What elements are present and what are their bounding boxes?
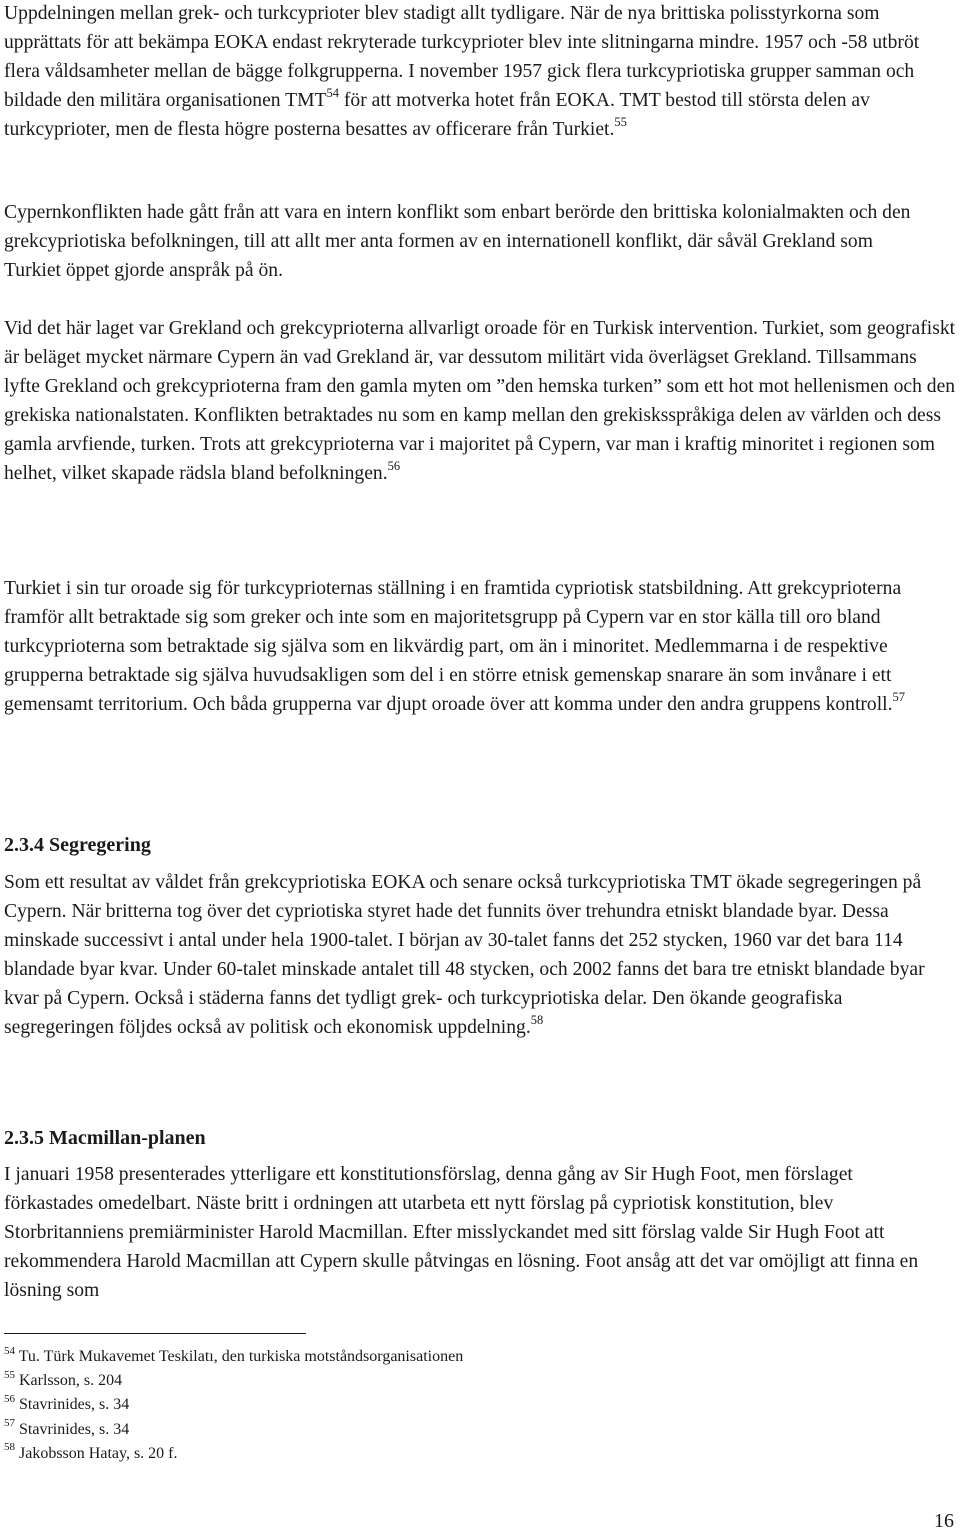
footnote-ref-58: 58 (530, 1012, 544, 1027)
footnote-text: Tu. Türk Mukavemet Teskilatı, den turkiska motståndsorganisationen (18, 1348, 464, 1365)
paragraph-macmillan: I januari 1958 presenterades ytterligare ett konstitutionsförslag, denna gång av Sir Hugh Foot, men förslaget förkastades omedelbart. Näste britt i ordningen att utarbeta ett nytt förslag på cypriotisk konstitution, blev Storbritanniens premiärminister Harold Macmillan. Efter misslyckandet med sitt förslag valde Sir Hugh Foot att rekommendera Harold Macmillan att Cypern skulle påtvingas en lösning. Foot ansåg att det var omöjligt att finna en lösning som (4, 1164, 919, 1302)
paragraph-segregering (4, 868, 956, 1043)
document-page (4, 0, 956, 1537)
footnote-58 (4, 1442, 904, 1466)
page-number: 16 (934, 1510, 954, 1532)
footnote-text: Karlsson, s. 204 (19, 1372, 123, 1390)
paragraph-turkiet-i-sin-tur (4, 574, 960, 719)
footnote-55 (4, 1369, 904, 1393)
footnote-separator (4, 1333, 306, 1334)
paragraph-text: Som ett resultat av våldet från grekcypriotiska EOKA och senare också turkcypriotiska TMT ökade segregeringen på Cypern. När britterna tog över det cypriotiska styret hade det funnits över trehundra etniskt blandade byar. Dessa minskade successivt i antal under hela 1900-talet. I början av 30-talet fanns det 252 stycken, 1960 var det bara 114 blandade byar kvar. Under 60-talet minskade antalet till 48 stycken, och 2002 fanns det bara tre etniskt blandade byar kvar på Cypern. Också i städerna fanns det tydligt grek- och turkcypriotiska delar. Den ökande geografiska segregeringen följdes också av politisk och ekonomisk uppdelning. (4, 872, 925, 1039)
paragraph-text: Turkiet i sin tur oroade sig för turkcyprioternas ställning i en framtida cypriotisk statsbildning. Att grekcyprioterna framför allt betraktade sig som greker och inte som en majoritetsgrupp på Cypern var en stor källa till oro bland turkcyprioterna som betraktade sig själva som en likvärdig part, om än i minoritet. Medlemmarna i de respektive grupperna betraktade sig själva huvudsakligen som del i en större etnisk gemenskap snarare än som invånare i ett gemensamt territorium. Och båda grupperna var djupt oroade över att komma under den andra gruppens kontroll. (4, 578, 902, 716)
footnote-text: Stavrinides, s. 34 (19, 1420, 130, 1438)
footnote-56 (4, 1393, 904, 1417)
footnote-ref-57: 57 (892, 689, 906, 704)
paragraph-vid-det-har-laget (4, 314, 956, 489)
footnote-ref-54: 54 (326, 85, 339, 100)
paragraph-text: för att motverka hotet från EOKA. TMT bestod till största delen av turkcyprioter, men de flesta högre posterna besattes av officerare från Turkiet. (4, 90, 870, 141)
footnote-ref-55: 55 (614, 114, 627, 129)
footnotes (4, 1345, 904, 1466)
paragraph-cypernkonflikten: Cypernkonflikten hade gått från att vara en intern konflikt som enbart berörde den brittiska kolonialmakten och den grekcypriotiska befolkningen, till att allt mer anta formen av en internationell konflikt, där såväl Grekland som Turkiet öppet gjorde anspråk på ön. (4, 202, 911, 282)
footnote-number: 57 (4, 1417, 15, 1430)
footnote-text: Stavrinides, s. 34 (19, 1396, 130, 1414)
section-heading-segregering: 2.3.4 Segregering (4, 834, 151, 856)
footnote-number: 54 (4, 1344, 15, 1357)
paragraph-text: Uppdelningen mellan grek- och turkcyprioter blev stadigt allt tydligare. När de nya brittiska polisstyrkorna som upprättats för att bekämpa EOKA endast rekryterade turkcyprioter blev inte slitningarna mindre. 1957 och -58 utbröt flera våldsamheter mellan de bägge folkgrupperna. I november 1957 gick flera turkcypriotiska grupper samman och bildade den militära organisationen TMT (4, 3, 920, 112)
footnote-number: 55 (4, 1368, 15, 1381)
footnote-54 (4, 1345, 904, 1369)
footnote-ref-56: 56 (387, 458, 401, 473)
footnote-57 (4, 1418, 904, 1442)
footnote-number: 58 (4, 1441, 15, 1454)
paragraph-text: Vid det här laget var Grekland och grekcyprioterna allvarligt oroade för en Turkisk intervention. Turkiet, som geografiskt är beläget mycket närmare Cypern än vad Grekland är, var dessutom militärt vida överlägset Grekland. Tillsammans lyfte Grekland och grekcyprioterna fram den gamla myten om ”den hemska turken” som ett hot mot hellenismen och den grekiska nationalstaten. Konflikten betraktades nu som en kamp mellan den grekisksspråkiga delen av världen och dess gamla arvfiende, turken. Trots att grekcyprioterna var i majoritet på Cypern, var man i kraftig minoritet i regionen som helhet, vilket skapade rädsla bland befolkningen. (4, 318, 956, 485)
footnote-number: 56 (4, 1393, 15, 1406)
paragraph-uppdelningen (4, 0, 956, 144)
footnote-text: Jakobsson Hatay, s. 20 f. (19, 1444, 178, 1462)
section-heading-macmillan-planen: 2.3.5 Macmillan-planen (4, 1127, 206, 1149)
